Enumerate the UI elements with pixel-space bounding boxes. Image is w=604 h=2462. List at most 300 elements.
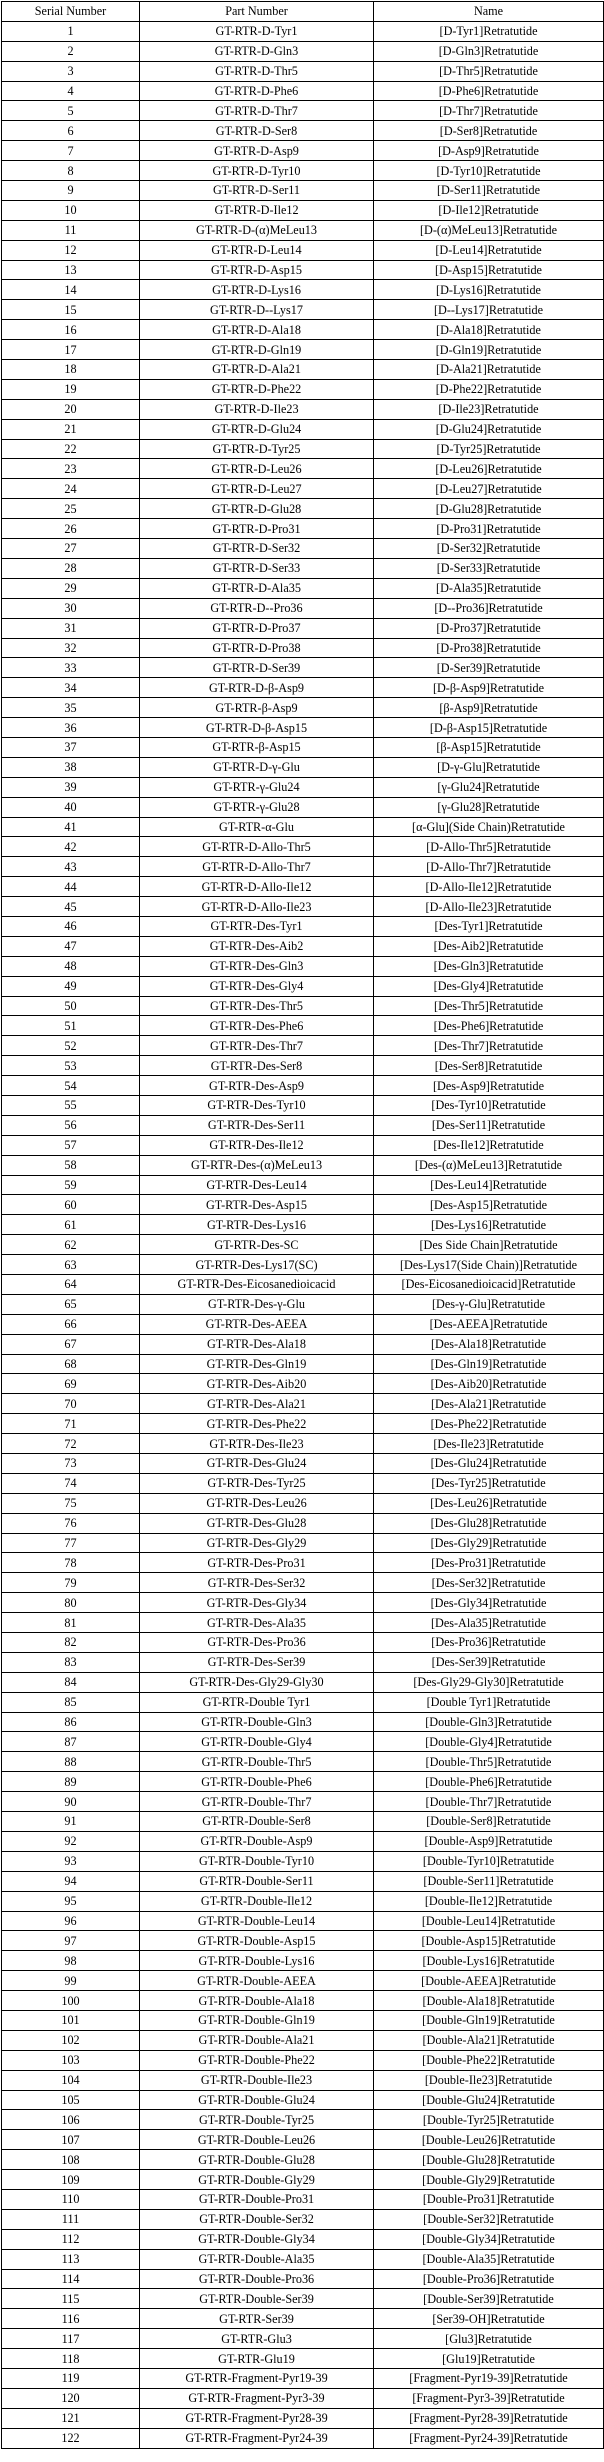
part-number-cell: GT-RTR-Des-Ser8 xyxy=(140,1056,374,1076)
table-row xyxy=(2,2329,604,2349)
serial-number-cell: 45 xyxy=(2,897,140,917)
part-number-cell: GT-RTR-D-β-Asp9 xyxy=(140,678,374,698)
table-row xyxy=(2,1553,604,1573)
table-row xyxy=(2,2428,604,2448)
name-cell: [Des-Glu28]Retratutide xyxy=(374,1513,604,1533)
table-row xyxy=(2,2349,604,2369)
name-cell: [D-Allo-Thr5]Retratutide xyxy=(374,837,604,857)
part-number-cell: GT-RTR-D-Ser8 xyxy=(140,121,374,141)
table-row xyxy=(2,2408,604,2428)
part-number-cell: GT-RTR-D-Leu14 xyxy=(140,240,374,260)
name-cell: [D-Phe22]Retratutide xyxy=(374,379,604,399)
table-row xyxy=(2,2130,604,2150)
serial-number-cell: 50 xyxy=(2,996,140,1016)
table-row xyxy=(2,1633,604,1653)
serial-number-cell: 80 xyxy=(2,1593,140,1613)
name-cell: [D-Ser11]Retratutide xyxy=(374,181,604,201)
table-row xyxy=(2,1095,604,1115)
table-row xyxy=(2,936,604,956)
serial-number-cell: 58 xyxy=(2,1155,140,1175)
part-number-cell: GT-RTR-Double-Ser32 xyxy=(140,2209,374,2229)
serial-number-cell: 62 xyxy=(2,1235,140,1255)
part-number-cell: GT-RTR-D-Ala35 xyxy=(140,578,374,598)
table-row xyxy=(2,499,604,519)
part-number-cell: GT-RTR-D-Phe22 xyxy=(140,379,374,399)
name-cell: [Fragment-Pyr28-39]Retratutide xyxy=(374,2408,604,2428)
serial-number-cell: 30 xyxy=(2,598,140,618)
table-row xyxy=(2,2209,604,2229)
part-number-cell: GT-RTR-D-Pro31 xyxy=(140,519,374,539)
part-number-cell: GT-RTR-D-Ser11 xyxy=(140,181,374,201)
serial-number-cell: 87 xyxy=(2,1732,140,1752)
part-number-cell: GT-RTR-Des-Thr7 xyxy=(140,1036,374,1056)
table-row xyxy=(2,1056,604,1076)
name-cell: [Double-Ala18]Retratutide xyxy=(374,1991,604,2011)
serial-number-cell: 74 xyxy=(2,1473,140,1493)
name-cell: [Des Side Chain]Retratutide xyxy=(374,1235,604,1255)
part-number-cell: GT-RTR-D-Ala21 xyxy=(140,360,374,380)
part-number-cell: GT-RTR-Des-(α)MeLeu13 xyxy=(140,1155,374,1175)
serial-number-cell: 38 xyxy=(2,757,140,777)
name-cell: [Double-Ile23]Retratutide xyxy=(374,2070,604,2090)
table-row xyxy=(2,1533,604,1553)
table-body xyxy=(2,21,604,2448)
table-row xyxy=(2,718,604,738)
table-row xyxy=(2,1314,604,1334)
table-row xyxy=(2,280,604,300)
table-row xyxy=(2,141,604,161)
serial-number-cell: 61 xyxy=(2,1215,140,1235)
serial-number-cell: 10 xyxy=(2,200,140,220)
part-number-cell: GT-RTR-Double-Ser8 xyxy=(140,1812,374,1832)
serial-number-cell: 49 xyxy=(2,976,140,996)
serial-number-cell: 79 xyxy=(2,1573,140,1593)
table-row xyxy=(2,1732,604,1752)
part-number-cell: GT-RTR-γ-Glu28 xyxy=(140,797,374,817)
serial-number-cell: 75 xyxy=(2,1493,140,1513)
table-row xyxy=(2,1294,604,1314)
name-cell: [Double-Leu26]Retratutide xyxy=(374,2130,604,2150)
table-row xyxy=(2,2170,604,2190)
part-number-cell: GT-RTR-D-Lys16 xyxy=(140,280,374,300)
table-row xyxy=(2,1772,604,1792)
table-row xyxy=(2,419,604,439)
serial-number-cell: 70 xyxy=(2,1394,140,1414)
table-row xyxy=(2,1155,604,1175)
name-cell: [Des-Tyr25]Retratutide xyxy=(374,1473,604,1493)
serial-number-cell: 32 xyxy=(2,638,140,658)
part-number-cell: GT-RTR-Double-Leu26 xyxy=(140,2130,374,2150)
serial-number-cell: 8 xyxy=(2,161,140,181)
table-row xyxy=(2,1712,604,1732)
part-number-cell: GT-RTR-D-Glu28 xyxy=(140,499,374,519)
table-row xyxy=(2,1931,604,1951)
name-cell: [Double-Gln3]Retratutide xyxy=(374,1712,604,1732)
name-cell: [Double-Tyr25]Retratutide xyxy=(374,2110,604,2130)
table-row xyxy=(2,1871,604,1891)
table-row xyxy=(2,1175,604,1195)
table-row xyxy=(2,1692,604,1712)
name-cell: [Des-Ser39]Retratutide xyxy=(374,1652,604,1672)
part-number-cell: GT-RTR-Des-Lys16 xyxy=(140,1215,374,1235)
name-cell: [D-Asp9]Retratutide xyxy=(374,141,604,161)
table-row xyxy=(2,1613,604,1633)
name-cell: [Double-Ile12]Retratutide xyxy=(374,1891,604,1911)
name-cell: [Des-(α)MeLeu13]Retratutide xyxy=(374,1155,604,1175)
serial-number-cell: 5 xyxy=(2,101,140,121)
name-cell: [Double-Phe22]Retratutide xyxy=(374,2050,604,2070)
table-row xyxy=(2,737,604,757)
part-number-cell: GT-RTR-Fragment-Pyr19-39 xyxy=(140,2368,374,2388)
header-row xyxy=(2,2,604,22)
serial-number-cell: 41 xyxy=(2,817,140,837)
part-number-cell: GT-RTR-Fragment-Pyr28-39 xyxy=(140,2408,374,2428)
table-row xyxy=(2,1334,604,1354)
name-cell: [Fragment-Pyr24-39]Retratutide xyxy=(374,2428,604,2448)
table-row xyxy=(2,1831,604,1851)
table-row xyxy=(2,1573,604,1593)
serial-number-cell: 68 xyxy=(2,1354,140,1374)
name-cell: [Double-Gly34]Retratutide xyxy=(374,2229,604,2249)
part-number-cell: GT-RTR-Ser39 xyxy=(140,2309,374,2329)
name-cell: [Double-Thr7]Retratutide xyxy=(374,1792,604,1812)
serial-number-cell: 66 xyxy=(2,1314,140,1334)
part-number-cell: GT-RTR-Des-Tyr10 xyxy=(140,1095,374,1115)
part-number-cell: GT-RTR-D-Ala18 xyxy=(140,320,374,340)
serial-number-cell: 103 xyxy=(2,2050,140,2070)
part-number-cell: GT-RTR-Des-Phe22 xyxy=(140,1414,374,1434)
name-cell: [Des-Pro31]Retratutide xyxy=(374,1553,604,1573)
serial-number-cell: 107 xyxy=(2,2130,140,2150)
part-number-cell: GT-RTR-Double-Tyr25 xyxy=(140,2110,374,2130)
part-number-cell: GT-RTR-Des-Tyr25 xyxy=(140,1473,374,1493)
name-cell: [Des-Thr5]Retratutide xyxy=(374,996,604,1016)
part-number-cell: GT-RTR-D-Ser39 xyxy=(140,658,374,678)
table-row xyxy=(2,598,604,618)
table-row xyxy=(2,2030,604,2050)
part-number-cell: GT-RTR-D-Tyr10 xyxy=(140,161,374,181)
serial-number-cell: 13 xyxy=(2,260,140,280)
table-row xyxy=(2,638,604,658)
name-cell: [Des-Thr7]Retratutide xyxy=(374,1036,604,1056)
part-number-cell: GT-RTR-Des-Gly4 xyxy=(140,976,374,996)
part-number-cell: GT-RTR-Des-Gly34 xyxy=(140,1593,374,1613)
serial-number-cell: 85 xyxy=(2,1692,140,1712)
serial-number-cell: 121 xyxy=(2,2408,140,2428)
name-cell: [Des-Tyr1]Retratutide xyxy=(374,916,604,936)
serial-number-cell: 63 xyxy=(2,1255,140,1275)
table-row xyxy=(2,1354,604,1374)
table-row xyxy=(2,1275,604,1295)
serial-number-cell: 92 xyxy=(2,1831,140,1851)
serial-number-cell: 65 xyxy=(2,1294,140,1314)
name-cell: [Des-Asp9]Retratutide xyxy=(374,1076,604,1096)
name-cell: [D-β-Asp9]Retratutide xyxy=(374,678,604,698)
name-cell: [Double-Leu14]Retratutide xyxy=(374,1911,604,1931)
table-row xyxy=(2,2388,604,2408)
name-cell: [Des-Phe6]Retratutide xyxy=(374,1016,604,1036)
part-number-cell: GT-RTR-Des-Ala18 xyxy=(140,1334,374,1354)
table-row xyxy=(2,181,604,201)
name-cell: [D-Tyr10]Retratutide xyxy=(374,161,604,181)
part-number-cell: GT-RTR-Des-Asp9 xyxy=(140,1076,374,1096)
part-number-cell: GT-RTR-Double-Gln3 xyxy=(140,1712,374,1732)
name-cell: [Ser39-OH]Retratutide xyxy=(374,2309,604,2329)
name-cell: [D--Pro36]Retratutide xyxy=(374,598,604,618)
part-number-cell: GT-RTR-D-Glu24 xyxy=(140,419,374,439)
serial-number-cell: 40 xyxy=(2,797,140,817)
serial-number-cell: 77 xyxy=(2,1533,140,1553)
table-row xyxy=(2,1812,604,1832)
part-number-cell: GT-RTR-Fragment-Pyr3-39 xyxy=(140,2388,374,2408)
name-cell: [Fragment-Pyr19-39]Retratutide xyxy=(374,2368,604,2388)
name-cell: [Des-Pro36]Retratutide xyxy=(374,1633,604,1653)
serial-number-cell: 6 xyxy=(2,121,140,141)
serial-number-cell: 28 xyxy=(2,558,140,578)
name-cell: [D-Tyr25]Retratutide xyxy=(374,439,604,459)
name-cell: [α-Glu](Side Chain)Retratutide xyxy=(374,817,604,837)
part-number-cell: GT-RTR-Des-SC xyxy=(140,1235,374,1255)
part-number-cell: GT-RTR-Double-Ser39 xyxy=(140,2289,374,2309)
part-number-cell: GT-RTR-Double-Phe22 xyxy=(140,2050,374,2070)
table-row xyxy=(2,698,604,718)
header-part-number: Part Number xyxy=(140,2,374,22)
table-row xyxy=(2,1672,604,1692)
part-number-cell: GT-RTR-Double Tyr1 xyxy=(140,1692,374,1712)
part-number-cell: GT-RTR-Double-Ala18 xyxy=(140,1991,374,2011)
serial-number-cell: 96 xyxy=(2,1911,140,1931)
serial-number-cell: 18 xyxy=(2,360,140,380)
serial-number-cell: 69 xyxy=(2,1374,140,1394)
table-row xyxy=(2,2249,604,2269)
table-row xyxy=(2,877,604,897)
serial-number-cell: 97 xyxy=(2,1931,140,1951)
table-row xyxy=(2,996,604,1016)
part-number-cell: GT-RTR-Des-Glu28 xyxy=(140,1513,374,1533)
part-number-cell: GT-RTR-Double-Thr5 xyxy=(140,1752,374,1772)
table-row xyxy=(2,1951,604,1971)
name-cell: [Double-Pro36]Retratutide xyxy=(374,2269,604,2289)
table-row xyxy=(2,578,604,598)
name-cell: [Des-Leu26]Retratutide xyxy=(374,1493,604,1513)
serial-number-cell: 83 xyxy=(2,1652,140,1672)
serial-number-cell: 81 xyxy=(2,1613,140,1633)
part-number-cell: GT-RTR-Des-Thr5 xyxy=(140,996,374,1016)
serial-number-cell: 34 xyxy=(2,678,140,698)
table-row xyxy=(2,1115,604,1135)
part-number-cell: GT-RTR-D--Lys17 xyxy=(140,300,374,320)
name-cell: [D-(α)MeLeu13]Retratutide xyxy=(374,220,604,240)
header-serial-number: Serial Number xyxy=(2,2,140,22)
name-cell: [D-Tyr1]Retratutide xyxy=(374,21,604,41)
part-number-cell: GT-RTR-Des-Ile12 xyxy=(140,1135,374,1155)
table-row xyxy=(2,320,604,340)
table-row xyxy=(2,1414,604,1434)
part-number-cell: GT-RTR-Des-Ala21 xyxy=(140,1394,374,1414)
name-cell: [D-Glu24]Retratutide xyxy=(374,419,604,439)
table-row xyxy=(2,2309,604,2329)
serial-number-cell: 119 xyxy=(2,2368,140,2388)
part-number-cell: GT-RTR-Des-Pro36 xyxy=(140,1633,374,1653)
part-number-cell: GT-RTR-Des-AEEA xyxy=(140,1314,374,1334)
part-number-cell: GT-RTR-Double-Gly4 xyxy=(140,1732,374,1752)
table-row xyxy=(2,240,604,260)
serial-number-cell: 16 xyxy=(2,320,140,340)
serial-number-cell: 57 xyxy=(2,1135,140,1155)
serial-number-cell: 115 xyxy=(2,2289,140,2309)
table-row xyxy=(2,1016,604,1036)
name-cell: [Des-Gly34]Retratutide xyxy=(374,1593,604,1613)
serial-number-cell: 14 xyxy=(2,280,140,300)
serial-number-cell: 71 xyxy=(2,1414,140,1434)
name-cell: [Des-Ser8]Retratutide xyxy=(374,1056,604,1076)
table-row xyxy=(2,1434,604,1454)
name-cell: [Double-Phe6]Retratutide xyxy=(374,1772,604,1792)
name-cell: [Des-Ser11]Retratutide xyxy=(374,1115,604,1135)
serial-number-cell: 26 xyxy=(2,519,140,539)
name-cell: [D-Pro37]Retratutide xyxy=(374,618,604,638)
name-cell: [Des-Tyr10]Retratutide xyxy=(374,1095,604,1115)
name-cell: [D-Ser8]Retratutide xyxy=(374,121,604,141)
serial-number-cell: 55 xyxy=(2,1095,140,1115)
serial-number-cell: 84 xyxy=(2,1672,140,1692)
serial-number-cell: 48 xyxy=(2,956,140,976)
table-row xyxy=(2,817,604,837)
serial-number-cell: 1 xyxy=(2,21,140,41)
serial-number-cell: 120 xyxy=(2,2388,140,2408)
name-cell: [Double-Glu28]Retratutide xyxy=(374,2150,604,2170)
name-cell: [D-Gln19]Retratutide xyxy=(374,340,604,360)
part-number-cell: GT-RTR-Double-Thr7 xyxy=(140,1792,374,1812)
part-number-cell: GT-RTR-D-Thr5 xyxy=(140,61,374,81)
table-row xyxy=(2,260,604,280)
part-number-cell: GT-RTR-D-Ile23 xyxy=(140,399,374,419)
name-cell: [D-Allo-Ile12]Retratutide xyxy=(374,877,604,897)
name-cell: [D-γ-Glu]Retratutide xyxy=(374,757,604,777)
serial-number-cell: 112 xyxy=(2,2229,140,2249)
name-cell: [D-Ala18]Retratutide xyxy=(374,320,604,340)
table-row xyxy=(2,1991,604,2011)
serial-number-cell: 7 xyxy=(2,141,140,161)
serial-number-cell: 31 xyxy=(2,618,140,638)
serial-number-cell: 106 xyxy=(2,2110,140,2130)
part-number-cell: GT-RTR-Des-Gly29-Gly30 xyxy=(140,1672,374,1692)
name-cell: [D-Glu28]Retratutide xyxy=(374,499,604,519)
part-number-cell: GT-RTR-Des-Tyr1 xyxy=(140,916,374,936)
name-cell: [Des-Ile12]Retratutide xyxy=(374,1135,604,1155)
name-cell: [Glu19]Retratutide xyxy=(374,2349,604,2369)
part-number-cell: GT-RTR-Des-Gly29 xyxy=(140,1533,374,1553)
serial-number-cell: 17 xyxy=(2,340,140,360)
name-cell: [D-Pro31]Retratutide xyxy=(374,519,604,539)
serial-number-cell: 37 xyxy=(2,737,140,757)
serial-number-cell: 60 xyxy=(2,1195,140,1215)
table-row xyxy=(2,678,604,698)
serial-number-cell: 98 xyxy=(2,1951,140,1971)
name-cell: [Des-Phe22]Retratutide xyxy=(374,1414,604,1434)
table-row xyxy=(2,2368,604,2388)
name-cell: [Des-Lys17(Side Chain)]Retratutide xyxy=(374,1255,604,1275)
part-number-cell: GT-RTR-Des-Gln19 xyxy=(140,1354,374,1374)
name-cell: [D-Ala35]Retratutide xyxy=(374,578,604,598)
serial-number-cell: 88 xyxy=(2,1752,140,1772)
name-cell: [Double-Ser32]Retratutide xyxy=(374,2209,604,2229)
part-number-cell: GT-RTR-Double-Leu14 xyxy=(140,1911,374,1931)
table-row xyxy=(2,1195,604,1215)
table-row xyxy=(2,1473,604,1493)
part-number-cell: GT-RTR-D-γ-Glu xyxy=(140,757,374,777)
serial-number-cell: 56 xyxy=(2,1115,140,1135)
part-number-cell: GT-RTR-D-Leu27 xyxy=(140,479,374,499)
name-cell: [D-Lys16]Retratutide xyxy=(374,280,604,300)
serial-number-cell: 36 xyxy=(2,718,140,738)
name-cell: [Des-Leu14]Retratutide xyxy=(374,1175,604,1195)
serial-number-cell: 19 xyxy=(2,379,140,399)
parts-table xyxy=(1,1,604,2449)
table-row xyxy=(2,61,604,81)
part-number-cell: GT-RTR-D-Thr7 xyxy=(140,101,374,121)
name-cell: [Double-Ala21]Retratutide xyxy=(374,2030,604,2050)
table-row xyxy=(2,2110,604,2130)
serial-number-cell: 39 xyxy=(2,777,140,797)
table-row xyxy=(2,797,604,817)
serial-number-cell: 43 xyxy=(2,857,140,877)
table-row xyxy=(2,2189,604,2209)
part-number-cell: GT-RTR-γ-Glu24 xyxy=(140,777,374,797)
table-row xyxy=(2,41,604,61)
part-number-cell: GT-RTR-D-Asp9 xyxy=(140,141,374,161)
serial-number-cell: 82 xyxy=(2,1633,140,1653)
name-cell: [D-Asp15]Retratutide xyxy=(374,260,604,280)
name-cell: [Double-Glu24]Retratutide xyxy=(374,2090,604,2110)
serial-number-cell: 67 xyxy=(2,1334,140,1354)
part-number-cell: GT-RTR-Double-Ile23 xyxy=(140,2070,374,2090)
table-row xyxy=(2,757,604,777)
table-row xyxy=(2,857,604,877)
serial-number-cell: 12 xyxy=(2,240,140,260)
name-cell: [Double-Ala35]Retratutide xyxy=(374,2249,604,2269)
serial-number-cell: 122 xyxy=(2,2428,140,2448)
part-number-cell: GT-RTR-Glu3 xyxy=(140,2329,374,2349)
part-number-cell: GT-RTR-Double-Tyr10 xyxy=(140,1851,374,1871)
part-number-cell: GT-RTR-D-Tyr1 xyxy=(140,21,374,41)
name-cell: [Des-AEEA]Retratutide xyxy=(374,1314,604,1334)
name-cell: [β-Asp15]Retratutide xyxy=(374,737,604,757)
part-number-cell: GT-RTR-D--Pro36 xyxy=(140,598,374,618)
part-number-cell: GT-RTR-D-β-Asp15 xyxy=(140,718,374,738)
table-row xyxy=(2,200,604,220)
serial-number-cell: 113 xyxy=(2,2249,140,2269)
part-number-cell: GT-RTR-Double-Glu24 xyxy=(140,2090,374,2110)
part-number-cell: GT-RTR-Double-Gly34 xyxy=(140,2229,374,2249)
part-number-cell: GT-RTR-D-Pro37 xyxy=(140,618,374,638)
part-number-cell: GT-RTR-Double-Pro36 xyxy=(140,2269,374,2289)
serial-number-cell: 11 xyxy=(2,220,140,240)
part-number-cell: GT-RTR-Des-Phe6 xyxy=(140,1016,374,1036)
table-row xyxy=(2,439,604,459)
part-number-cell: GT-RTR-Double-Pro31 xyxy=(140,2189,374,2209)
serial-number-cell: 89 xyxy=(2,1772,140,1792)
table-row xyxy=(2,837,604,857)
serial-number-cell: 100 xyxy=(2,1991,140,2011)
table-row xyxy=(2,81,604,101)
name-cell: [γ-Glu28]Retratutide xyxy=(374,797,604,817)
serial-number-cell: 105 xyxy=(2,2090,140,2110)
name-cell: [Des-Gln3]Retratutide xyxy=(374,956,604,976)
name-cell: [Fragment-Pyr3-39]Retratutide xyxy=(374,2388,604,2408)
part-number-cell: GT-RTR-D-Gln19 xyxy=(140,340,374,360)
name-cell: [D--Lys17]Retratutide xyxy=(374,300,604,320)
